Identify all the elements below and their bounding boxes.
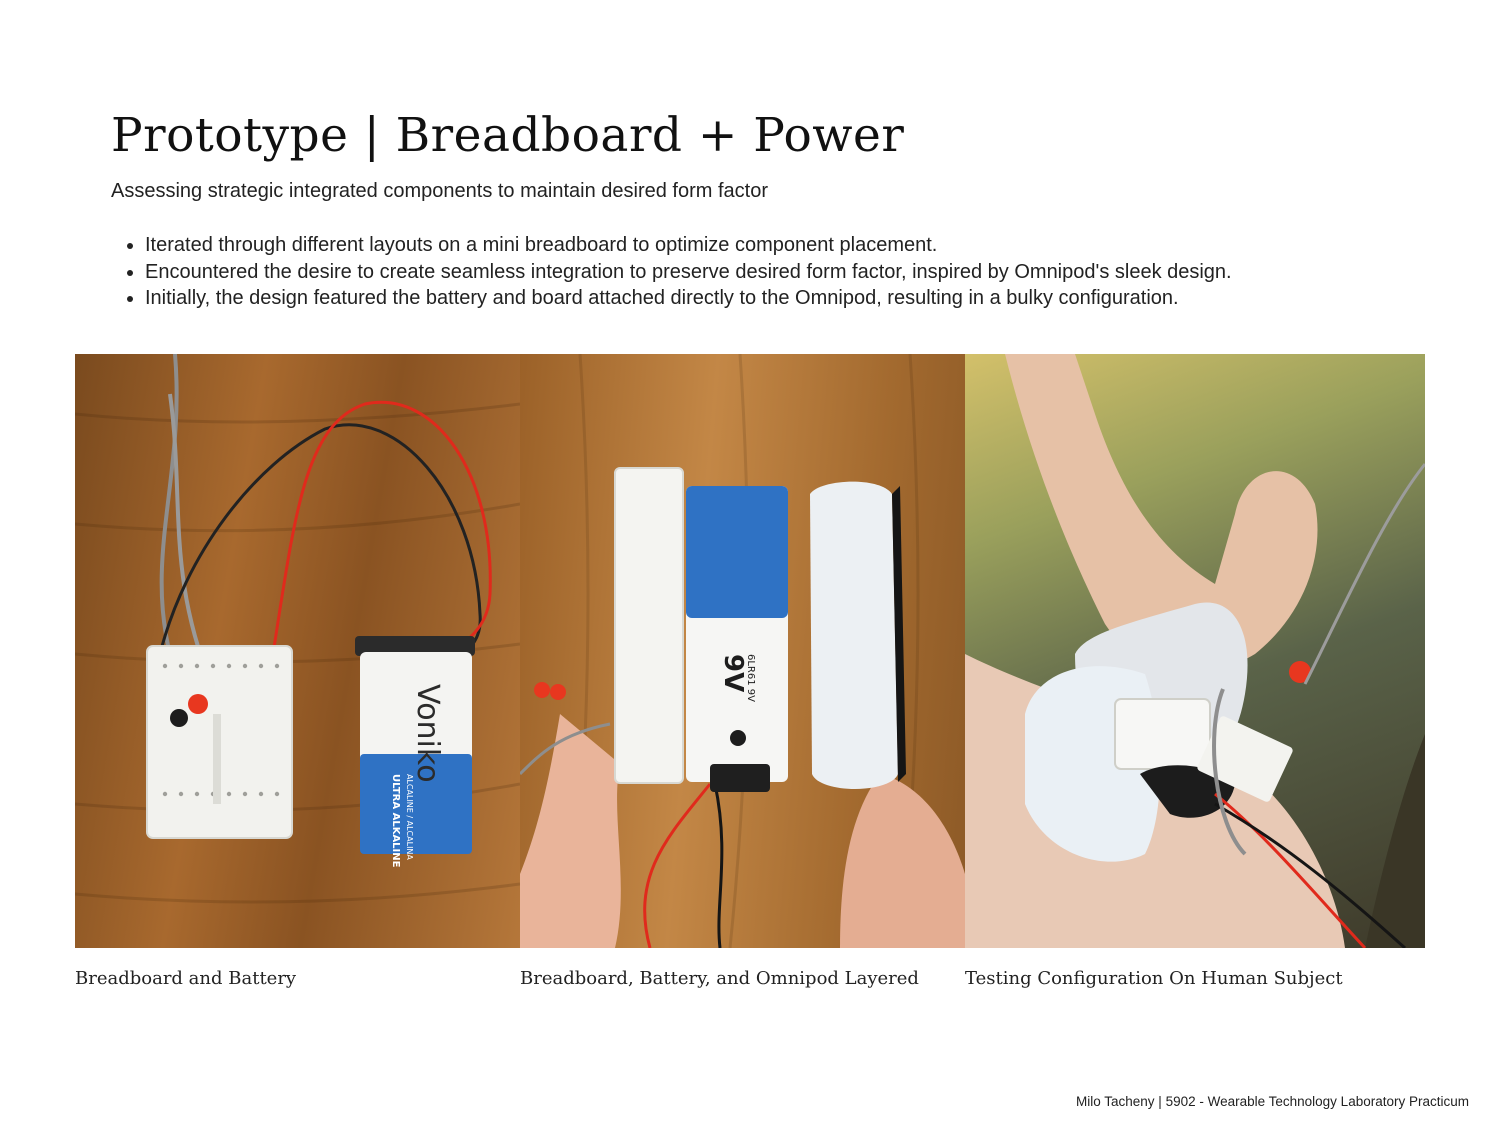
photo-breadboard-battery [75,354,520,948]
footer-credit: Milo Tacheny | 5902 - Wearable Technology Laboratory Practicum [1076,1094,1469,1109]
photo-strip [75,354,1425,948]
layered-assembly-illustration [520,354,965,948]
photo-caption: Breadboard and Battery [75,968,297,989]
human-subject-illustration [965,354,1425,948]
page-subtitle: Assessing strategic integrated components to maintain desired form factor [111,180,768,202]
page-title: Prototype | Breadboard + Power [111,108,905,163]
battery-voltage-label: 9V [718,654,748,693]
breadboard-battery-illustration [75,354,520,948]
battery-type-label: ULTRA ALKALINE [390,774,401,868]
bullet-item: • Initially, the design featured the battery and board attached directly to the Omnipod, resulting in a bulky configuration. [145,285,1232,312]
photo-caption: Breadboard, Battery, and Omnipod Layered [520,968,919,989]
photo-human-subject [965,354,1425,948]
bullet-list [126,232,1232,312]
battery-model-label: 6LR61 9V [745,654,756,702]
bullet-item: • Iterated through different layouts on a mini breadboard to optimize component placement. [145,232,1232,259]
photo-caption: Testing Configuration On Human Subject [965,968,1343,989]
battery-brand-label: Voniko [410,684,445,783]
photo-layered-assembly [520,354,965,948]
battery-subtype-label: ALCALINE / ALCALINA [405,774,414,860]
bullet-item: • Encountered the desire to create seamless integration to preserve desired form factor, inspired by Omnipod's sleek design. [145,259,1232,286]
